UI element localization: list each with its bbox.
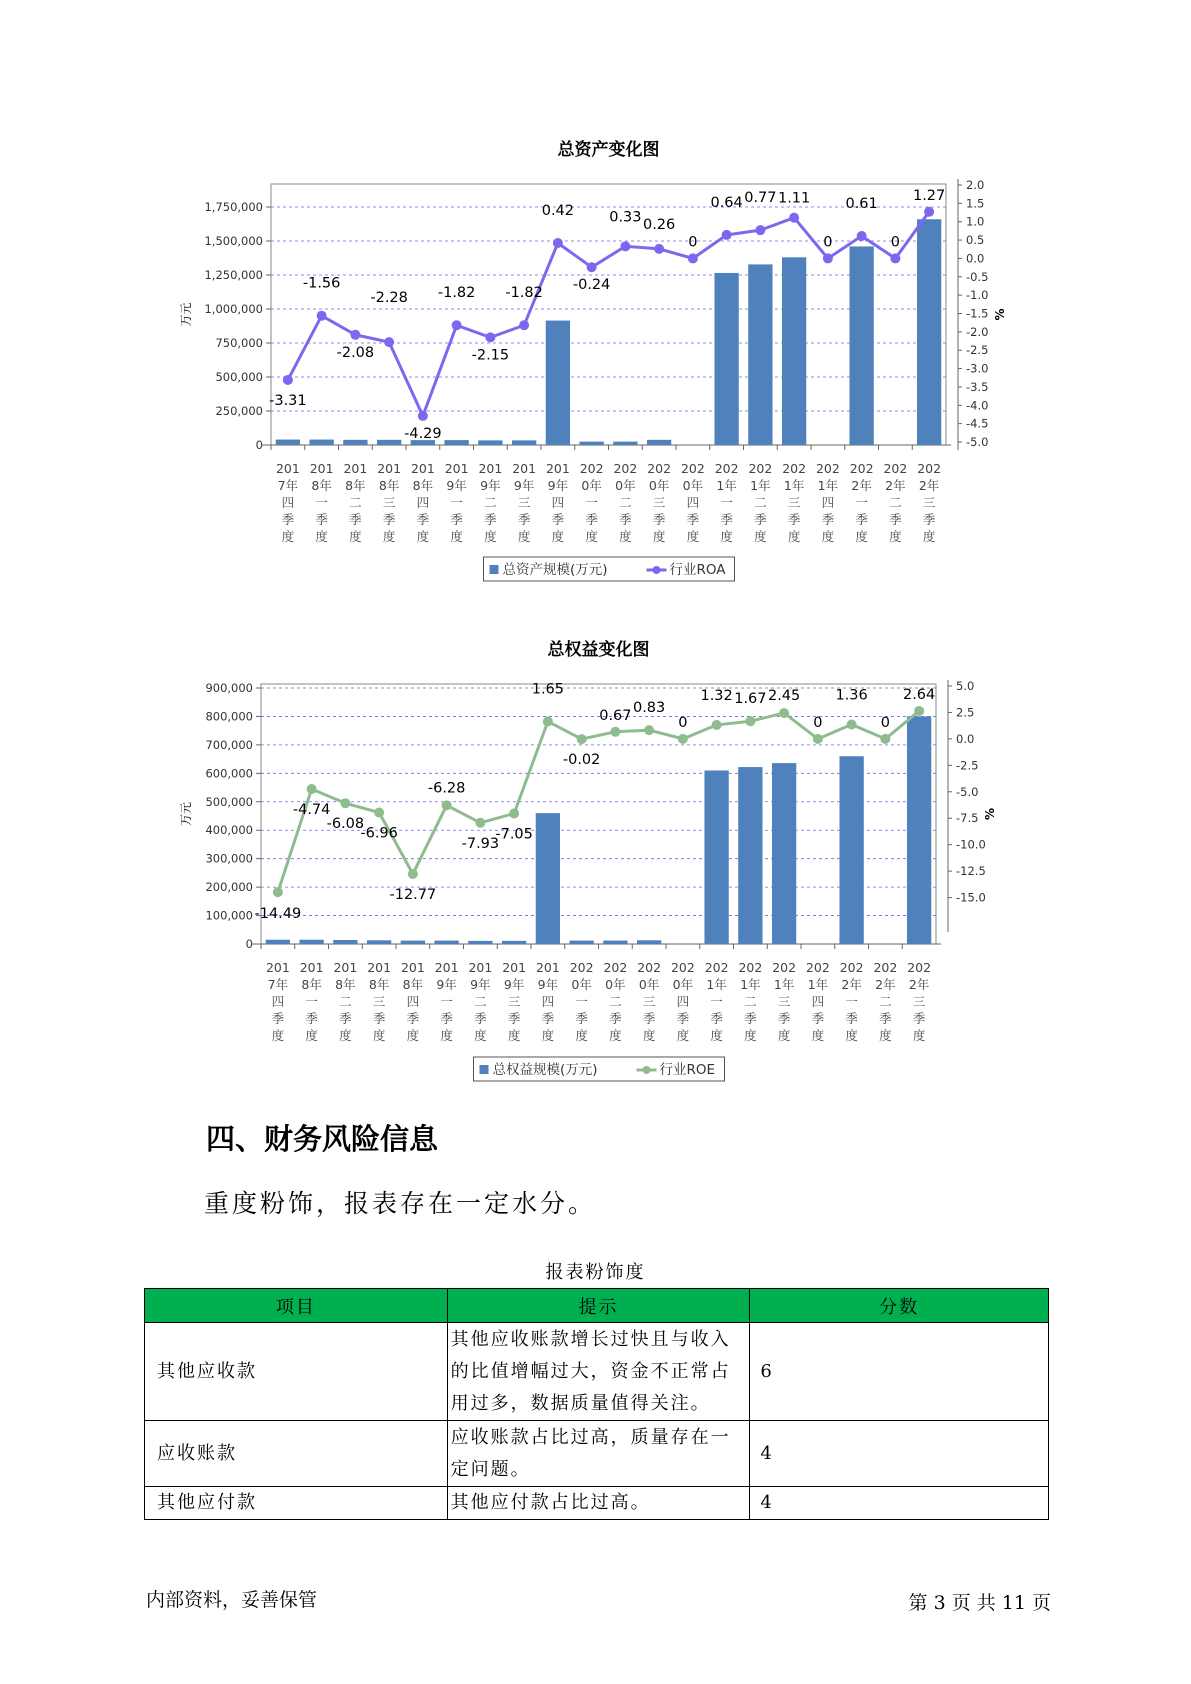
y2-tick-label: -10.0 [956,837,986,852]
row-score: 4 [750,1421,1049,1487]
data-label: 0 [880,714,890,731]
x-tick-label: 202 0年三季度 [647,461,672,544]
line-point [722,230,732,240]
line-point [475,818,485,828]
bar [603,941,627,944]
y-tick-label: 200,000 [205,880,253,895]
bar [782,257,806,445]
y2-tick-label: -4.0 [966,398,989,413]
x-tick-label: 202 1年二季度 [748,461,773,544]
data-label: 2.64 [902,686,936,703]
x-tick-label: 201 9年一季度 [444,461,469,544]
x-tick-label: 202 0年二季度 [613,461,638,544]
y2-tick-label: 5.0 [956,679,975,693]
footer-confidential: 内部资料，妥善保管 [146,1589,318,1611]
line-point [745,716,755,726]
data-label: 0 [813,714,823,731]
bar [401,941,425,944]
x-tick-label: 202 1年三季度 [782,461,807,544]
line-point [452,320,462,330]
chart-title: 总权益变化图 [547,640,650,660]
bar [569,941,593,944]
data-label: 0.61 [845,196,878,213]
x-tick-label: 202 2年三季度 [917,461,942,544]
data-label: 0.83 [632,700,666,717]
x-tick-label: 202 2年三季度 [907,960,932,1043]
bar [546,321,570,445]
risk-summary-paragraph: 重度粉饰，报表存在一定水分。 [204,1189,597,1218]
x-tick-label: 202 0年四季度 [670,960,695,1043]
x-tick-label: 201 9年二季度 [478,461,503,544]
bar [333,940,357,944]
y-tick-label: 400,000 [205,823,253,838]
whitewash-table [144,1288,1049,1520]
x-tick-label: 202 2年二季度 [883,461,908,544]
y-tick-label: 750,000 [215,336,263,350]
x-tick-label: 202 1年四季度 [805,960,830,1043]
data-label: 0 [678,714,688,731]
row-hint: 其他应收账款增长过快且与收入的比值增幅过大，资金不正常占用过多，数据质量值得关注。 [447,1323,750,1421]
x-tick-label: 202 0年一季度 [579,461,604,544]
line-point [712,720,722,730]
row-score: 4 [750,1487,1049,1520]
line-point [890,253,900,263]
line-point [485,332,495,342]
bar [647,440,671,445]
y-tick-label: 1,750,000 [204,200,263,214]
bar [377,440,401,445]
data-label: -1.82 [505,285,543,302]
data-label: -6.96 [360,825,398,842]
data-label: -6.28 [427,780,466,797]
x-tick-label: 201 8年一季度 [309,461,334,544]
y-tick-label: 1,000,000 [204,302,263,316]
y2-tick-label: 1.5 [966,196,985,211]
line-point [847,720,857,730]
y2-tick-label: -1.0 [966,288,989,303]
bar [478,440,502,445]
legend-label-bar: 总资产规模(万元) [502,562,608,578]
line-point [857,231,867,241]
line-point [813,734,823,744]
data-label: 0.67 [599,707,632,724]
y2-tick-label: 0.0 [956,731,975,746]
bar [343,440,367,445]
line-point [384,337,394,347]
data-label: -7.93 [461,835,500,852]
bar [536,813,560,944]
data-label: -12.77 [389,886,437,903]
bar [276,440,300,445]
header-hint: 提示 [447,1289,750,1323]
data-label: 0.77 [744,190,777,207]
y-tick-label: 900,000 [205,681,253,695]
y2-tick-label: 1.0 [966,214,985,229]
line-point [688,253,698,263]
bar [637,940,661,944]
y2-tick-label: -4.5 [966,416,989,431]
x-tick-label: 201 8年四季度 [400,960,425,1043]
bar [704,770,728,944]
x-tick-label: 201 9年三季度 [502,960,527,1043]
data-label: 1.11 [777,190,811,207]
y2-tick-label: 0.5 [966,233,985,248]
bar [748,264,772,445]
total-assets-chart [0,130,1191,600]
data-label: 1.27 [912,187,946,204]
data-label: -4.74 [292,802,331,819]
data-label: -4.29 [404,425,442,442]
x-tick-label: 201 8年四季度 [410,461,435,544]
line-point [442,800,452,810]
bar [714,273,738,445]
y2-tick-label: 2.5 [956,705,975,720]
y2-tick-label: -15.0 [956,890,986,905]
x-tick-label: 202 1年二季度 [738,960,763,1043]
data-label: 0 [890,234,900,251]
x-tick-label: 202 1年一季度 [704,960,729,1043]
line-point [509,808,519,818]
chart-title: 总资产变化图 [557,140,660,160]
row-item: 其他应付款 [145,1487,448,1520]
bar [839,756,863,944]
series-line [288,212,929,416]
y2-tick-label: -0.5 [966,269,989,284]
x-tick-label: 201 9年四季度 [545,461,570,544]
line-point [374,808,384,818]
y2-tick-label: -2.0 [966,324,989,339]
bar [738,767,762,944]
line-point [553,238,563,248]
data-label: 1.67 [734,691,767,708]
y2-axis-label: % [983,807,997,821]
data-label: 0 [688,234,698,251]
bar [299,940,323,944]
line-point [307,784,317,794]
data-label: -6.08 [326,816,365,833]
x-tick-label: 201 8年三季度 [367,960,392,1043]
y2-tick-label: -12.5 [956,864,986,879]
y-tick-label: 250,000 [215,404,263,418]
line-point [823,253,833,263]
line-point [924,207,934,217]
x-tick-label: 202 2年一季度 [839,960,864,1043]
table-header-row [145,1289,1049,1323]
x-tick-label: 201 9年一季度 [434,960,459,1043]
data-label: 1.32 [700,687,733,704]
x-tick-label: 202 1年一季度 [714,461,739,544]
header-score: 分数 [750,1289,1049,1323]
y2-tick-label: -3.0 [966,361,989,376]
bar [367,940,391,944]
line-point [644,725,654,735]
bar [309,440,333,445]
bar [468,941,492,944]
data-label: -1.56 [302,275,341,292]
y2-tick-label: 0.0 [966,251,985,266]
y-tick-label: 100,000 [205,908,253,923]
row-score: 6 [750,1323,1049,1421]
data-label: 2.45 [767,687,801,704]
row-hint: 应收账款占比过高，质量存在一定问题。 [447,1421,750,1487]
data-label: -1.82 [437,285,476,302]
total-equity-chart [0,630,1191,1100]
y2-tick-label: -7.5 [956,811,979,826]
data-label: 0.64 [710,194,743,211]
data-label: -2.08 [336,344,375,361]
data-label: -7.05 [495,826,533,843]
data-label: -2.15 [471,347,510,364]
bar [579,442,603,445]
y2-tick-label: -3.5 [966,379,989,394]
line-point [779,708,789,718]
row-hint: 其他应付款占比过高。 [447,1487,750,1520]
bar [512,440,536,445]
row-item: 其他应收款 [145,1323,448,1421]
bar [613,442,637,445]
bar [849,246,873,445]
x-tick-label: 202 2年二季度 [873,960,898,1043]
line-point [418,411,428,421]
footer-page-number: 第 3 页 共 11 页 [908,1592,1051,1614]
y-tick-label: 1,250,000 [204,268,263,282]
bar [772,763,796,944]
y2-axis-label: % [993,308,1007,321]
line-point [678,734,688,744]
x-tick-label: 201 8年二季度 [343,461,368,544]
x-tick-label: 201 9年二季度 [468,960,493,1043]
x-tick-label: 201 7年四季度 [265,960,290,1043]
bar [502,941,526,944]
table-row [145,1487,1049,1520]
y2-tick-label: -2.5 [966,343,989,358]
y2-tick-label: 2.0 [966,178,985,192]
y-tick-label: 700,000 [205,737,253,752]
data-label: -0.24 [572,277,611,294]
line-point [519,320,529,330]
x-tick-label: 202 0年一季度 [569,960,594,1043]
x-tick-label: 201 8年一季度 [299,960,324,1043]
bar [907,716,931,944]
x-tick-label: 202 2年一季度 [849,461,874,544]
data-label: -0.02 [562,752,601,769]
y-axis-label: 万元 [179,302,193,327]
line-point [610,727,620,737]
x-tick-label: 201 8年二季度 [333,960,358,1043]
legend-swatch-point [653,566,661,574]
data-label: 0.42 [541,203,575,220]
x-tick-label: 202 0年二季度 [603,960,628,1043]
x-tick-label: 201 7年四季度 [275,461,300,544]
y-tick-label: 600,000 [205,766,253,781]
legend-swatch-point [643,1066,651,1074]
x-tick-label: 202 0年四季度 [680,461,705,544]
line-point [620,241,630,251]
y-tick-label: 300,000 [205,851,253,866]
section-heading: 四、财务风险信息 [206,1122,439,1156]
data-label: 0.26 [642,216,676,233]
data-label: 0 [823,234,833,251]
bar [444,440,468,445]
y2-tick-label: -5.0 [966,435,989,449]
x-tick-label: 202 1年四季度 [815,461,840,544]
line-point [340,798,350,808]
legend-swatch-bar [480,1065,489,1074]
y-tick-label: 0 [255,438,263,452]
y-tick-label: 0 [245,937,253,951]
line-point [789,213,799,223]
y-axis-label: 万元 [179,801,193,827]
y-tick-label: 500,000 [215,370,263,384]
y-tick-label: 800,000 [205,709,253,724]
y2-tick-label: -2.5 [956,758,979,773]
x-tick-label: 201 8年三季度 [377,461,402,544]
line-point [350,330,360,340]
x-tick-label: 201 9年四季度 [535,960,560,1043]
data-label: -14.49 [254,906,302,923]
line-point [587,262,597,272]
line-point [577,734,587,744]
table-row [145,1421,1049,1487]
data-label: 1.36 [835,687,868,704]
row-item: 应收账款 [145,1421,448,1487]
line-point [880,734,890,744]
line-point [543,716,553,726]
x-tick-label: 202 1年三季度 [772,960,797,1043]
legend-swatch-bar [490,565,499,574]
y2-tick-label: -1.5 [966,306,989,321]
line-point [755,225,765,235]
legend-label-line: 行业ROA [669,562,726,578]
legend-label-line: 行业ROE [659,1062,716,1078]
x-tick-label: 202 0年三季度 [637,960,662,1043]
bar [266,940,290,944]
bar [434,941,458,944]
data-label: 0.33 [609,209,642,226]
data-label: -3.31 [269,392,307,409]
y-tick-label: 1,500,000 [204,234,263,248]
line-point [408,869,418,879]
y-tick-label: 500,000 [205,794,253,809]
line-point [914,706,924,716]
line-point [273,887,283,897]
line-point [283,375,293,385]
table-row [145,1323,1049,1421]
data-label: -2.28 [370,290,408,307]
y2-tick-label: -5.0 [956,784,979,799]
data-label: 1.65 [531,681,565,698]
bar [917,219,941,445]
header-item: 项目 [145,1289,448,1323]
x-tick-label: 201 9年三季度 [512,461,537,544]
line-point [317,311,327,321]
line-point [654,244,664,254]
legend-label-bar: 总权益规模(万元) [492,1062,598,1078]
table-caption: 报表粉饰度 [545,1262,646,1283]
